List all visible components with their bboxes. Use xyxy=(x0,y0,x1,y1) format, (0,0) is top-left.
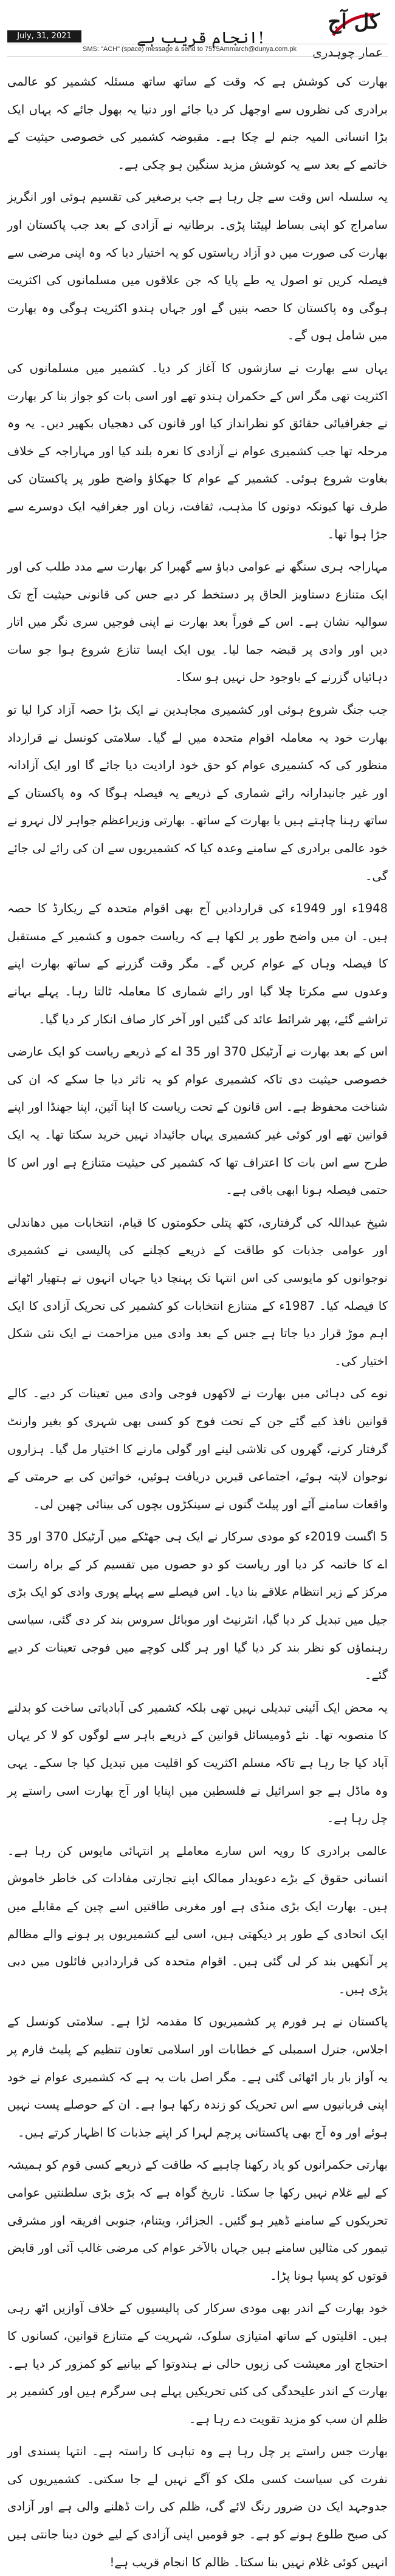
sms-bar xyxy=(7,44,388,57)
article-paragraph: نوے کی دہائی میں بھارت نے لاکھوں فوجی وادی میں تعینات کر دیے۔ کالے قوانین نافذ کیے گئے جن کے تحت فوج کو کسی بھی شہری کو بغیر وارنٹ گرفتار کرنے، گھروں کی تلاشی لینے اور گولی مارنے کا اختیار مل گیا۔ ہزاروں نوجوان لاپتہ ہوئے، اجتماعی قبریں دریافت ہوئیں، خواتین کی بے حرمتی کے واقعات سامنے آئے اور پیلٹ گنوں نے سینکڑوں بچوں کی بینائی چھین لی۔ xyxy=(7,1386,388,1511)
article-paragraph: 5 اگست 2019ء کو مودی سرکار نے ایک ہی جھٹکے میں آرٹیکل 370 اور 35 اے کا خاتمہ کر دیا اور ریاست کو دو حصوں میں تقسیم کر کے براہ راست مرکز کے زیر انتظام علاقے بنا دیا۔ اس فیصلے سے پہلے پوری وادی کو ایک بڑی جیل میں تبدیل کر دیا گیا، انٹرنیٹ اور موبائل سروس بند کر دی گئی، سیاسی رہنماؤں کو نظر بند کر دیا گیا اور ہر گلی کوچے میں فوجی تعینات کر دیے گئے۔ xyxy=(7,1530,388,1683)
date-tag: July, 31, 2021 xyxy=(7,30,81,42)
column-title: انجام قریب ہے! xyxy=(137,29,264,47)
article-body xyxy=(7,68,388,2576)
article-paragraph: عالمی برادری کا رویہ اس سارے معاملے پر انتہائی مایوس کن رہا ہے۔ انسانی حقوق کے بڑے دعویدار ممالک اپنے تجارتی مفادات کی خاطر خاموش ہیں۔ بھارت ایک بڑی منڈی ہے اور مغربی طاقتیں اسے چین کے مقابلے میں ایک اتحادی کے طور پر دیکھتی ہیں، اسی لیے کشمیریوں پر ہونے والے مظالم پر آنکھیں بند کر لی گئی ہیں۔ اقوام متحدہ کی قراردادیں فائلوں میں دبی پڑی ہیں۔ xyxy=(7,1843,388,1996)
article-paragraph: شیخ عبداللہ کی گرفتاری، کٹھ پتلی حکومتوں کا قیام، انتخابات میں دھاندلی اور عوامی جذبات کو طاقت کے ذریعے کچلنے کی پالیسی نے کشمیری نوجوانوں کو مایوسی کی اس انتہا تک پہنچا دیا جہاں انہوں نے ہتھیار اٹھانے کا فیصلہ کیا۔ 1987ء کے متنازع انتخابات کو کشمیر کی تحریک آزادی کا ایک اہم موڑ قرار دیا جاتا ہے جس کے بعد وادی میں مزاحمت نے ایک نئی شکل اختیار کی۔ xyxy=(7,1215,388,1368)
article-paragraph: یہ سلسلہ اس وقت سے چل رہا ہے جب برصغیر کی تقسیم ہوئی اور انگریز سامراج کو اپنی بساط لپیٹنا پڑی۔ برطانیہ نے آزادی کے بعد جب پاکستان اور بھارت کی صورت میں دو آزاد ریاستوں کو یہ اختیار دیا کہ وہ اپنی مرضی سے فیصلہ کریں تو اصول یہ طے پایا کہ جن علاقوں میں مسلمانوں کی اکثریت ہوگی وہ پاکستان کا حصہ بنیں گے اور جہاں ہندو اکثریت ہوگی وہ بھارت میں شامل ہوں گے۔ xyxy=(7,190,388,343)
article-paragraph: بھارت کی کوشش ہے کہ وقت کے ساتھ ساتھ مسئلہ کشمیر کو عالمی برادری کی نظروں سے اوجھل کر دیا جائے اور دنیا یہ بھول جائے کہ یہاں ایک بڑا انسانی المیہ جنم لے چکا ہے۔ مقبوضہ کشمیر کی خصوصی حیثیت کے خاتمے کے بعد سے یہ کوشش مزید سنگین ہو چکی ہے۔ xyxy=(7,75,388,172)
article-paragraph: اس کے بعد بھارت نے آرٹیکل 370 اور 35 اے کے ذریعے ریاست کو ایک عارضی خصوصی حیثیت دی تاکہ کشمیری عوام کو یہ تاثر دیا جا سکے کہ ان کی شناخت محفوظ ہے۔ اس قانون کے تحت ریاست کا اپنا آئین، اپنا جھنڈا اور اپنے قوانین تھے اور کوئی غیر کشمیری یہاں جائیداد نہیں خرید سکتا تھا۔ یہ ایک طرح سے اس بات کا اعتراف تھا کہ کشمیر کی حیثیت متنازع ہے اور اس کا حتمی فیصلہ ہونا ابھی باقی ہے۔ xyxy=(7,1045,388,1198)
sms-instruction: SMS: "ACH" (space) message & send to 7575 xyxy=(83,46,220,53)
article-paragraph: یہاں سے بھارت نے سازشوں کا آغاز کر دیا۔ کشمیر میں مسلمانوں کی اکثریت تھی مگر اس کے حکمران ہندو تھے اور اسی بات کو جواز بنا کر بھارت نے جغرافیائی حقائق کو نظرانداز کیا اور قانون کی دھجیاں بکھیر دیں۔ یہ وہ مرحلہ تھا جب کشمیری عوام نے آزادی کا نعرہ بلند کیا اور مہاراجہ کے خلاف بغاوت شروع ہوئی۔ کشمیر کے عوام کا جھکاؤ واضح طور پر پاکستان کی طرف تھا کیونکہ دونوں کا مذہب، ثقافت، زبان اور جغرافیہ ایک دوسرے سے جڑا ہوا تھا۔ xyxy=(7,361,388,541)
article-paragraph: بھارت جس راستے پر چل رہا ہے وہ تباہی کا راستہ ہے۔ انتہا پسندی اور نفرت کی سیاست کسی ملک کو آگے نہیں لے جا سکتی۔ کشمیریوں کی جدوجہد ایک دن ضرور رنگ لائے گی، ظلم کی رات ڈھلنے والی ہے اور آزادی کی صبح طلوع ہونے کو ہے۔ جو قومیں اپنی آزادی کے لیے خون دینا جانتی ہیں انہیں کوئی غلام نہیں بنا سکتا۔ ظالم کا انجام قریب ہے! xyxy=(7,2444,388,2569)
columnist-name: عمار چوہدری xyxy=(312,45,383,59)
article-paragraph: مہاراجہ ہری سنگھ نے عوامی دباؤ سے گھبرا کر بھارت سے مدد طلب کی اور ایک متنازع دستاویز الحاق پر دستخط کر دیے جس کی قانونی حیثیت آج تک سوالیہ نشان ہے۔ اس کے فوراً بعد بھارت نے اپنی فوجیں سری نگر میں اتار دیں اور وادی پر قبضہ جما لیا۔ یوں ایک ایسا تنازع شروع ہوا جو سات دہائیاں گزرنے کے باوجود حل نہیں ہو سکا۔ xyxy=(7,560,388,685)
article-paragraph: پاکستان نے ہر فورم پر کشمیریوں کا مقدمہ لڑا ہے۔ سلامتی کونسل کے اجلاس، جنرل اسمبلی کے خطابات اور اسلامی تعاون تنظیم کے پلیٹ فارم پر یہ آواز بار بار اٹھائی گئی ہے۔ مگر اصل بات یہ ہے کہ کشمیری عوام نے خود اپنی قربانیوں سے اس تحریک کو زندہ رکھا ہوا ہے۔ ان کے حوصلے پست نہیں ہوئے اور وہ آج بھی پاکستانی پرچم لہرا کر اپنے جذبات کا اظہار کرتے ہیں۔ xyxy=(7,2015,388,2140)
article-paragraph: 1948ء اور 1949ء کی قراردادیں آج بھی اقوام متحدہ کے ریکارڈ کا حصہ ہیں۔ ان میں واضح طور پر لکھا ہے کہ ریاست جموں و کشمیر کے مستقبل کا فیصلہ وہاں کے عوام کریں گے۔ مگر وقت گزرنے کے ساتھ بھارت اپنے وعدوں سے مکرتا چلا گیا اور رائے شماری کا معاملہ ٹالتا رہا۔ پہلے بہانے تراشے گئے، پھر شرائط عائد کی گئیں اور آخر کار صاف انکار کر دیا گیا۔ xyxy=(7,901,388,1026)
article-paragraph: خود بھارت کے اندر بھی مودی سرکار کی پالیسیوں کے خلاف آوازیں اٹھ رہی ہیں۔ اقلیتوں کے ساتھ امتیازی سلوک، شہریت کے متنازع قوانین، کسانوں کا احتجاج اور معیشت کی زبوں حالی نے ہندوتوا کے بیانیے کو کمزور کر دیا ہے۔ بھارت کے اندر علیحدگی کی کئی تحریکیں پہلے ہی سرگرم ہیں اور کشمیر پر ظلم ان سب کو مزید تقویت دے رہا ہے۔ xyxy=(7,2301,388,2426)
article-paragraph: جب جنگ شروع ہوئی اور کشمیری مجاہدین نے ایک بڑا حصہ آزاد کرا لیا تو بھارت خود یہ معاملہ اقوام متحدہ میں لے گیا۔ سلامتی کونسل نے قرارداد منظور کی کہ کشمیری عوام کو حق خود ارادیت دیا جائے گا اور ایک آزادانہ اور غیر جانبدارانہ رائے شماری کے ذریعے یہ فیصلہ ہوگا کہ وہ پاکستان کے ساتھ رہنا چاہتے ہیں یا بھارت کے ساتھ۔ بھارتی وزیراعظم جواہر لال نہرو نے خود عالمی برادری کے سامنے وعدہ کیا کہ کشمیریوں سے ان کی رائے لی جائے گی۔ xyxy=(7,703,388,883)
article-paragraph: بھارتی حکمرانوں کو یاد رکھنا چاہیے کہ طاقت کے ذریعے کسی قوم کو ہمیشہ کے لیے غلام نہیں رکھا جا سکتا۔ تاریخ گواہ ہے کہ بڑی بڑی سلطنتیں عوامی تحریکوں کے سامنے ڈھیر ہو گئیں۔ الجزائر، ویتنام، جنوبی افریقہ اور مشرقی تیمور کی مثالیں سامنے ہیں جہاں بالآخر عوام کی مرضی غالب آئی اور قابض قوتوں کو پسپا ہونا پڑا۔ xyxy=(7,2158,388,2283)
article-paragraph: یہ محض ایک آئینی تبدیلی نہیں تھی بلکہ کشمیر کی آبادیاتی ساخت کو بدلنے کا منصوبہ تھا۔ نئے ڈومیسائل قوانین کے ذریعے باہر سے لوگوں کو لا کر یہاں آباد کیا جا رہا ہے تاکہ مسلم اکثریت کو اقلیت میں تبدیل کیا جا سکے۔ یہی وہ ماڈل ہے جو اسرائیل نے فلسطین میں اپنایا اور آج بھارت اسی راستے پر چل رہا ہے۔ xyxy=(7,1700,388,1826)
columnist-email[interactable]: Ammarch@dunya.com.pk xyxy=(219,46,297,53)
masthead xyxy=(0,0,395,79)
logo-text: کل آج xyxy=(328,10,380,34)
